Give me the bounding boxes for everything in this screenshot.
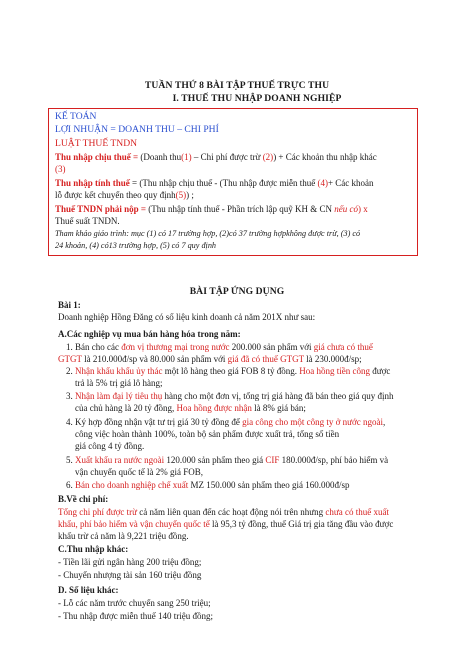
item-c1: - Tiền lãi gửi ngân hàng 200 triệu đồng;: [58, 557, 202, 567]
item-a5-cont: vận chuyển quốc tế là 2% giá FOB,: [75, 467, 203, 477]
box-law-title: LUẬT THUẾ TNDN: [55, 138, 138, 149]
item-a2-cont: trả là 5% trị giá lô hàng;: [75, 378, 163, 388]
item-a3-cont: của chủ hàng là 20 tỷ đồng, Hoa hồng được nhận là 8% giá bán;: [75, 403, 306, 413]
section-title-exercises: BÀI TẬP ỨNG DỤNG: [189, 286, 285, 297]
term-tax-payable: Thuế TNDN phải nộp =: [55, 204, 149, 214]
item-a4-cont: công việc hoàn thành 100%, toàn bộ sản phẩm được xuất trả, tổng số tiền: [75, 429, 340, 439]
item-b1: Tổng chi phí được trừ cả năm liên quan đến các hoạt động nói trên nhưng chưa có thuế xuất: [58, 507, 389, 517]
item-b1-cont: khẩu, phí bảo hiểm và vận chuyển quốc tế là 95,3 tỷ đồng, thuế Giá trị gia tăng đầu vào được: [58, 519, 394, 529]
formula-box: [48, 108, 418, 256]
section-d-heading: D. Số liệu khác:: [58, 585, 119, 595]
item-d1: - Lỗ các năm trước chuyển sang 250 triệu;: [58, 598, 211, 608]
item-a1-cont: GTGT là 210.000đ/sp và 80.000 sản phẩm với giá đã có thuế GTGT là 230.000đ/sp;: [58, 354, 362, 364]
box-profit-formula: LỢI NHUẬN = DOANH THU – CHI PHÍ: [55, 124, 219, 135]
box-reference-note-2: 24 khoản, (4) có13 trường hợp, (5) có 7 quy định: [55, 241, 217, 250]
item-a4-cont2: giá công 4 tỷ đồng.: [75, 441, 145, 451]
section-c-heading: C.Thu nhập khác:: [58, 544, 129, 554]
doc-title: TUẦN THỨ 8 BÀI TẬP THUẾ TRỰC THU: [144, 80, 330, 91]
section-b-heading: B.Về chi phí:: [58, 494, 109, 504]
box-ref-3: (3): [55, 164, 66, 174]
item-a3: 3. Nhận làm đại lý tiêu thụ hàng cho một đơn vị, tổng trị giá hàng đã bán theo giá quy định: [66, 391, 394, 401]
box-ke-toan: KẾ TOÁN: [55, 111, 97, 122]
term-taxable-income: Thu nhập chịu thuế =: [55, 152, 141, 162]
box-tax-rate: Thuế suất TNDN.: [55, 216, 120, 226]
box-reference-note-1: Tham khảo giáo trình: mục (1) có 17 trường hợp, (2)có 37 trường hợpkhông được trừ, (3) có: [55, 229, 361, 238]
item-a5: 5. Xuất khẩu ra nước ngoài 120.000 sản phẩm theo giá CIF 180.000đ/sp, phí bảo hiểm và: [66, 455, 389, 465]
box-taxable-income-line: Thu nhập chịu thuế = (Doanh thu(1) – Chi phí được trừ (2)) + Các khoản thu nhập khác: [55, 152, 377, 162]
item-a1: 1. Bán cho các đơn vị thương mại trong nước 200.000 sản phẩm với giá chưa có thuế: [66, 342, 373, 352]
box-loss-carry-line: lỗ được kết chuyển theo quy định(5)) ;: [55, 190, 194, 200]
item-a4: 4. Ký hợp đồng nhận vật tư trị giá 30 tỷ đồng để gia công cho một công ty ở nước ngoài,: [66, 417, 386, 427]
box-tax-payable-line: Thuế TNDN phải nộp = (Thu nhập tính thuế - Phần trích lập quỹ KH & CN nếu có) x: [55, 204, 368, 214]
item-d2: - Thu nhập được miễn thuế 140 triệu đồng;: [58, 611, 213, 621]
item-a2: 2. Nhận khẩu khẩu ủy thác một lô hàng theo giá FOB 8 tỷ đồng. Hoa hồng tiền công được: [66, 366, 391, 376]
section-a-heading: A.Các nghiệp vụ mua bán hàng hóa trong năm:: [58, 329, 241, 339]
box-assessable-income-line: Thu nhập tính thuế = (Thu nhập chịu thuế - (Thu nhập được miễn thuế (4)+ Các khoản: [55, 178, 374, 188]
item-b1-cont2: khấu trừ cả năm là 9,221 triệu đồng.: [58, 531, 189, 541]
exercise-1-title: Bài 1:: [58, 300, 81, 310]
item-a6: 6. Bán cho doanh nghiệp chế xuất MZ 150.000 sản phẩm theo giá 160.000đ/sp: [66, 480, 350, 490]
section-heading-tndn: I. THUẾ THU NHẬP DOANH NGHIỆP: [172, 93, 342, 104]
item-c2: - Chuyển nhượng tài sản 160 triệu đồng: [58, 570, 202, 580]
exercise-intro: Doanh nghiệp Hồng Đăng có số liệu kinh doanh cả năm 201X như sau:: [58, 312, 316, 322]
term-assessable-income: Thu nhập tính thuế: [55, 178, 130, 188]
